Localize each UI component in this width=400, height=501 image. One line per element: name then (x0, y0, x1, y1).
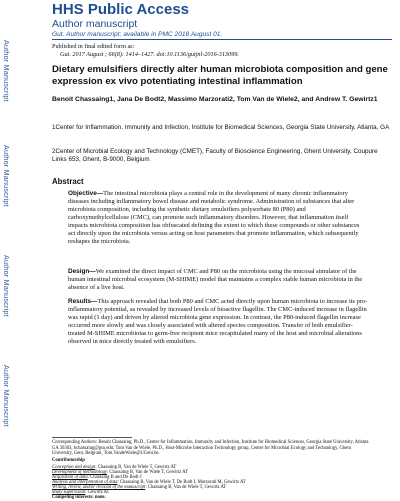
side-label-4: Author Manuscript (2, 365, 11, 427)
article-title: Dietary emulsifiers directly alter human microbiota composition and gene expression ex vivo potentiating intestinal inflammation (52, 64, 388, 87)
abstract-heading: Abstract (52, 177, 84, 186)
results-label: Results— (68, 298, 98, 305)
corresponding-authors: Corresponding Authors: Benoit Chassaing, Ph.D., Center for Inflammation, Immunity and Infection, Institute for Biomedical Sciences, Georgia State University, Atlanta GA 30303, bchassaing@gsu.edu; Tom Van de Wiele, Ph.D., Host-Microbe Interaction Technology group, Center for Microbial Ecology and Technology, Ghent University, Gent, Belgium, Tom.VandeWiele@UGent.be. (52, 440, 369, 457)
footnote-divider (52, 437, 132, 438)
side-label-3: Author Manuscript (2, 255, 11, 317)
abstract-design (68, 268, 368, 292)
side-label-1: Author Manuscript (2, 40, 11, 102)
contrib-6-text: : Gewirtz AT (85, 490, 110, 495)
contrib-3-text: : Chassaing B and De Bodt J (87, 475, 142, 480)
abstract-results (68, 298, 368, 346)
author-list: Benoit Chassaing1, Jana De Bodt2, Massimo Marzorati2, Tom Van de Wiele2, and Andrew T. Gewirtz1 (52, 96, 378, 103)
hhs-header (52, 2, 382, 39)
design-label: Design— (68, 268, 96, 275)
contrib-1-label: Conception and design (52, 465, 96, 470)
contrib-2-label: Development of methodology (52, 470, 107, 475)
side-label-2: Author Manuscript (2, 145, 11, 207)
contrib-3-label: Acquisition of data (52, 475, 88, 480)
affiliation-1: 1Center for Inflammation, Immunity and Infection, Institute for Biomedical Sciences, Georgia State University, Atlanta, GA (52, 124, 390, 131)
affiliation-2: 2Center of Microbial Ecology and Technology (CMET), Faculty of Bioscience Engineering, Ghent University, Coupure Links 653, Ghent, B-9000, Belgium (52, 148, 378, 163)
contrib-4-label: Analysis and interpretation of data (52, 480, 118, 485)
published-in-label: Published in final edited form as: (52, 43, 135, 50)
contrib-5-text: : Chassaing B, Van de Wiele T, Gewirtz AT (145, 485, 227, 490)
contrib-6-label: Study supervision (52, 490, 86, 495)
contrib-4-text: : Chassaing B, Van de Wiele T, De Bodt J, Marzorati M, Gewirtz AT (117, 480, 246, 485)
hhs-public-access-title: HHS Public Access (52, 1, 189, 18)
citation-line: Gut. 2017 August ; 66(8): 1414–1427. doi:10.1136/gutjnl-2016-313099. (60, 51, 239, 58)
author-manuscript-label: Author manuscript (52, 18, 138, 30)
contrib-5-label: Writing, review, and/or revision of the manuscript (52, 485, 146, 490)
contrib-1-text: : Chassaing B, Van de Wiele T, Gewirtz AT (95, 465, 177, 470)
objective-text: The intestinal microbiota plays a central role in the development of many chronic inflammatory diseases including inflammatory bowel disease and metabolic syndrome. Administration of substances that alter microbiota composition, including the synthetic dietary emulsifiers polysorbate 80 (P80) and carboxymethylcellulose (CMC), can promote such inflammatory disorders. However, that inflammation itself impacts microbiota composition has obfuscated defining the extent to which these compounds or other substances act directly upon the microbiota versus acting on host parameters that promote inflammation, which subsequently reshapes the microbiota. (68, 190, 360, 246)
results-text: This approach revealed that both P80 and CMC acted directly upon human microbiota to increase its pro-inflammatory potential, as revealed by increased levels of bioactive flagellin. The CMC-induced increase in flagellin was rapid (1 day) and driven by altered microbiota gene expression. In contrast, the P80-induced flagellin increase occurred more slowly and was closely associated with altered species composition. Transfer of both emulsifier-treated M-SHIME microbiotas to germ-free recipient mice recapitulated many of the host and microbial alterations observed in mice directly treated with emulsifiers. (68, 298, 368, 346)
contrib-2-text: : Chassaing B, Van de Wiele T, Gewirtz AT (106, 470, 188, 475)
contributorship-heading: Contributorship (52, 458, 85, 463)
abstract-objective (68, 190, 368, 246)
objective-label: Objective— (68, 190, 104, 197)
header-divider (52, 39, 392, 40)
competing-interests: Competing interests: none. (52, 495, 106, 500)
pmc-availability-note: Gut. Author manuscript; available in PMC 2018 August 01. (52, 31, 223, 38)
design-text: We examined the direct impact of CMC and P80 on the microbiota using the mucosal simulator of the human intestinal microbial ecosystem (M-SHIME) model that maintains a complex stable human microbiota in the absence of a live host. (68, 268, 363, 292)
